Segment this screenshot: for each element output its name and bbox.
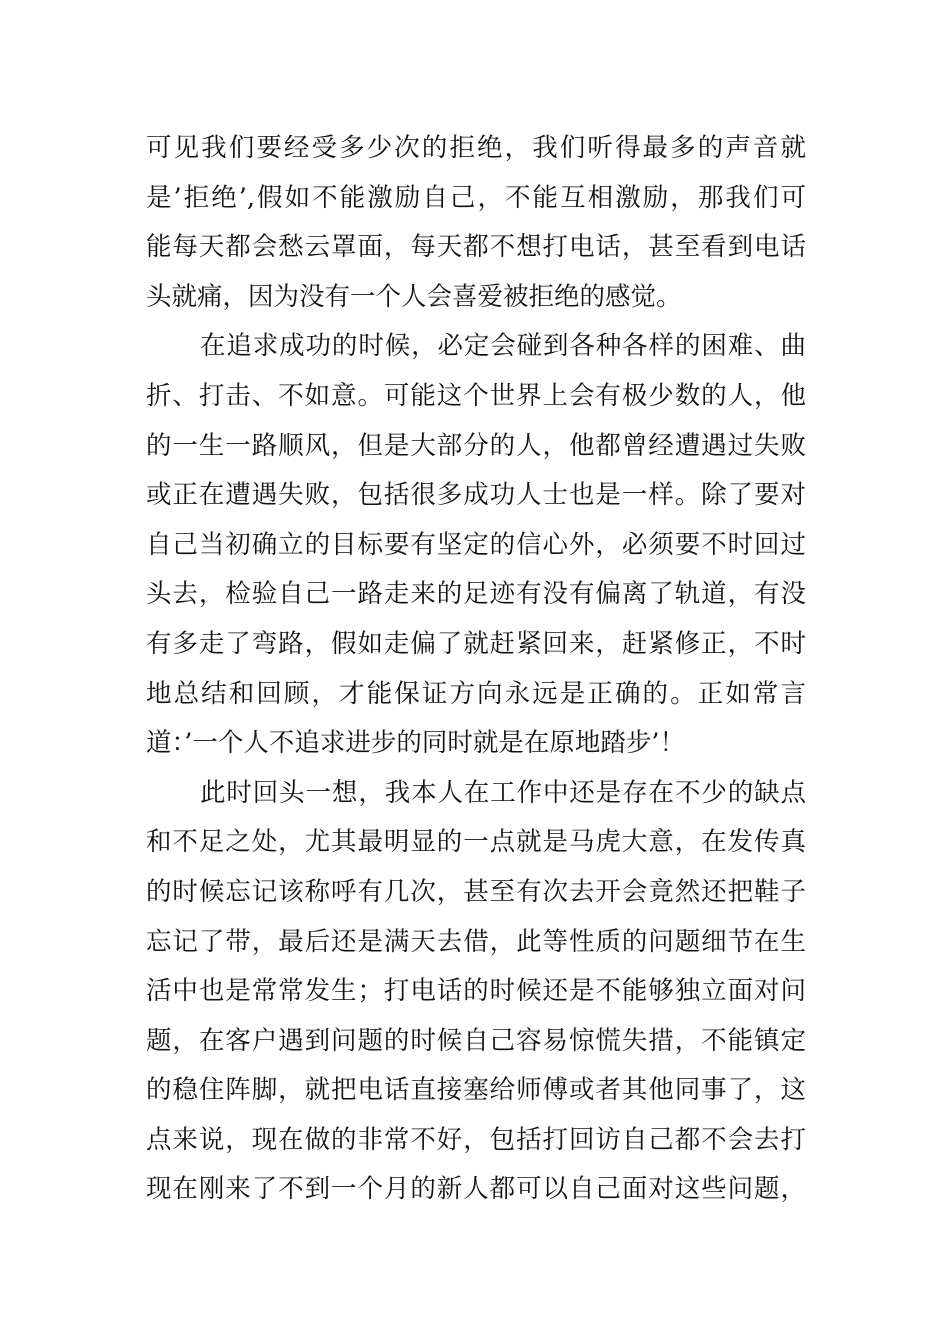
text-line-12: 地总结和回顾，才能保证方向永远是正确的。正如常言 <box>146 678 806 709</box>
text-line-2: 是’拒绝’,假如不能激励自己，不能互相激励，那我们可 <box>146 182 806 213</box>
text-line-22: 现在刚来了不到一个月的新人都可以自己面对这些问题， <box>146 1174 806 1205</box>
text-line-3: 能每天都会愁云罩面，每天都不想打电话，甚至看到电话 <box>146 232 806 263</box>
text-line-8: 或正在遭遇失败，包括很多成功人士也是一样。除了要对 <box>146 480 806 511</box>
text-line-1: 可见我们要经受多少次的拒绝，我们听得最多的声音就 <box>146 133 806 163</box>
text-line-19: 题，在客户遇到问题的时候自己容易惊慌失措，不能镇定 <box>146 1025 806 1056</box>
text-line-21: 点来说，现在做的非常不好，包括打回访自己都不会去打 <box>146 1124 806 1155</box>
text-line-16: 的时候忘记该称呼有几次，甚至有次去开会竟然还把鞋子 <box>146 876 806 907</box>
text-line-18: 活中也是常常发生；打电话的时候还是不能够独立面对问 <box>146 976 806 1007</box>
text-line-17: 忘记了带，最后还是满天去借，此等性质的问题细节在生 <box>146 926 806 957</box>
body-text <box>146 124 806 1215</box>
text-line-7: 的一生一路顺风，但是大部分的人，他都曾经遭遇过失败 <box>146 430 806 461</box>
text-line-11: 有多走了弯路，假如走偏了就赶紧回来，赶紧修正，不时 <box>146 628 806 659</box>
text-line-5: 在追求成功的时候，必定会碰到各种各样的困难、曲 <box>200 331 806 362</box>
text-line-14: 此时回头一想，我本人在工作中还是存在不少的缺点 <box>200 777 806 808</box>
text-line-13: 道：’一个人不追求进步的同时就是在原地踏步’！ <box>146 728 685 759</box>
text-line-20: 的稳住阵脚，就把电话直接塞给师傅或者其他同事了，这 <box>146 1075 806 1106</box>
text-line-10: 头去，检验自己一路走来的足迹有没有偏离了轨道，有没 <box>146 579 806 610</box>
text-line-4: 头就痛，因为没有一个人会喜爱被拒绝的感觉。 <box>146 281 682 312</box>
text-line-15: 和不足之处，尤其最明显的一点就是马虎大意，在发传真 <box>146 827 806 858</box>
text-line-9: 自己当初确立的目标要有坚定的信心外，必须要不时回过 <box>146 529 806 560</box>
text-line-6: 折、打击、不如意。可能这个世界上会有极少数的人，他 <box>146 380 806 411</box>
